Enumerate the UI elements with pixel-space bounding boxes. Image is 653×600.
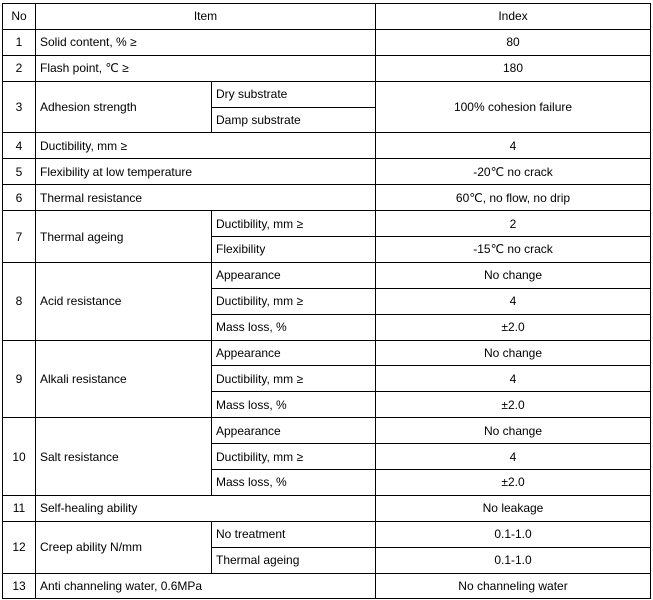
row-number: 1 <box>3 29 36 55</box>
row-subitem: Ductibility, mm ≥ <box>212 366 376 392</box>
row-number: 8 <box>3 262 36 340</box>
table-row <box>3 29 651 55</box>
row-subitem: Dry substrate <box>212 81 376 107</box>
row-number: 13 <box>3 573 36 599</box>
row-number: 10 <box>3 418 36 496</box>
row-subitem: Mass loss, % <box>212 470 376 496</box>
header-item: Item <box>36 4 376 30</box>
row-index: 180 <box>376 55 651 81</box>
row-index: ±2.0 <box>376 314 651 340</box>
row-subitem: Appearance <box>212 262 376 288</box>
row-item: Alkali resistance <box>36 340 212 418</box>
row-subitem: Ductibility, mm ≥ <box>212 211 376 237</box>
header-index: Index <box>376 4 651 30</box>
row-item: Thermal ageing <box>36 211 212 263</box>
row-item: Thermal resistance <box>36 185 376 211</box>
row-number: 12 <box>3 521 36 573</box>
table-row <box>3 418 651 444</box>
row-subitem: Mass loss, % <box>212 392 376 418</box>
row-number: 9 <box>3 340 36 418</box>
table-row <box>3 185 651 211</box>
row-index: 2 <box>376 211 651 237</box>
table-row <box>3 55 651 81</box>
table-row <box>3 159 651 185</box>
row-number: 3 <box>3 81 36 133</box>
row-item: Creep ability N/mm <box>36 521 212 573</box>
row-index: 0.1-1.0 <box>376 521 651 547</box>
table-row <box>3 495 651 521</box>
row-item: Flash point, ℃ ≥ <box>36 55 376 81</box>
row-item: Salt resistance <box>36 418 212 496</box>
header-no: No <box>3 4 36 30</box>
table-row <box>3 262 651 288</box>
row-subitem: Mass loss, % <box>212 314 376 340</box>
row-item: Ductibility, mm ≥ <box>36 133 376 159</box>
row-number: 6 <box>3 185 36 211</box>
row-index: 100% cohesion failure <box>376 81 651 133</box>
table-row <box>3 211 651 237</box>
row-subitem: Appearance <box>212 340 376 366</box>
row-index: ±2.0 <box>376 470 651 496</box>
table-row <box>3 133 651 159</box>
row-number: 7 <box>3 211 36 263</box>
table-header-row <box>3 4 651 30</box>
row-subitem: Flexibility <box>212 237 376 263</box>
row-index: No change <box>376 418 651 444</box>
table-row <box>3 573 651 599</box>
row-subitem: No treatment <box>212 521 376 547</box>
row-subitem: Damp substrate <box>212 107 376 133</box>
table-row <box>3 521 651 547</box>
spec-table <box>2 3 651 599</box>
row-item: Solid content, % ≥ <box>36 29 376 55</box>
row-item: Self-healing ability <box>36 495 376 521</box>
row-number: 11 <box>3 495 36 521</box>
row-index: 0.1-1.0 <box>376 547 651 573</box>
row-subitem: Thermal ageing <box>212 547 376 573</box>
row-subitem: Appearance <box>212 418 376 444</box>
row-index: 4 <box>376 133 651 159</box>
row-number: 2 <box>3 55 36 81</box>
row-item: Flexibility at low temperature <box>36 159 376 185</box>
row-index: 4 <box>376 366 651 392</box>
row-index: -20℃ no crack <box>376 159 651 185</box>
row-subitem: Ductibility, mm ≥ <box>212 288 376 314</box>
row-index: No leakage <box>376 495 651 521</box>
row-index: ±2.0 <box>376 392 651 418</box>
row-item: Adhesion strength <box>36 81 212 133</box>
row-index: 60℃, no flow, no drip <box>376 185 651 211</box>
row-item: Anti channeling water, 0.6MPa <box>36 573 376 599</box>
table-row <box>3 340 651 366</box>
row-index: 80 <box>376 29 651 55</box>
row-index: No change <box>376 340 651 366</box>
table-row <box>3 81 651 107</box>
row-index: -15℃ no crack <box>376 237 651 263</box>
row-subitem: Ductibility, mm ≥ <box>212 444 376 470</box>
row-index: 4 <box>376 444 651 470</box>
row-index: 4 <box>376 288 651 314</box>
row-number: 4 <box>3 133 36 159</box>
row-item: Acid resistance <box>36 262 212 340</box>
row-index: No change <box>376 262 651 288</box>
row-index: No channeling water <box>376 573 651 599</box>
row-number: 5 <box>3 159 36 185</box>
